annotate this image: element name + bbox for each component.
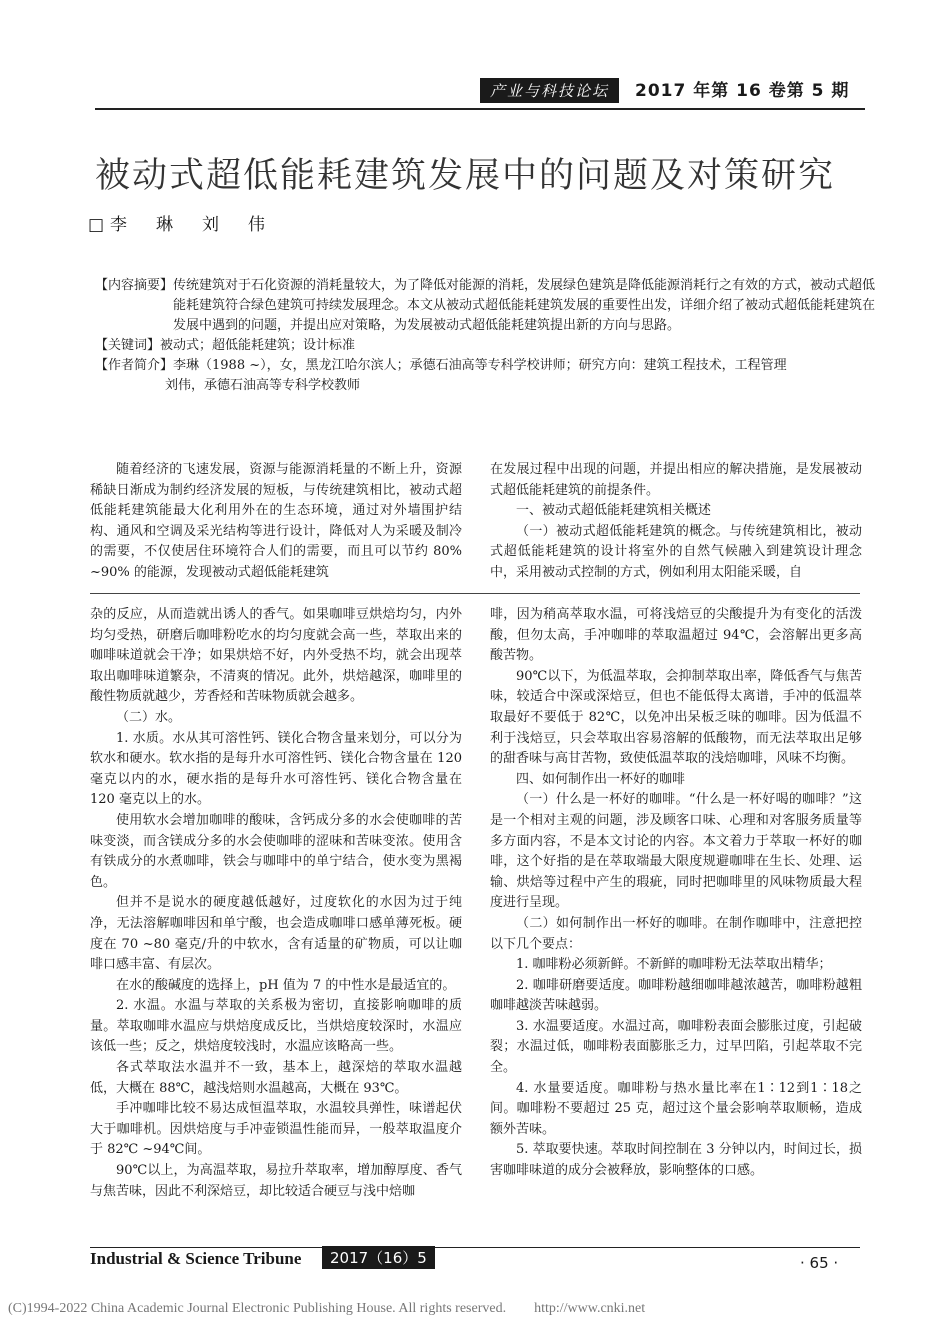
article-title: 被动式超低能耗建筑发展中的问题及对策研究	[95, 156, 836, 196]
issue-label: 2017 年第 16 卷第 5 期	[635, 81, 850, 101]
section-divider	[90, 593, 860, 594]
section-heading: 一、被动式超低能耗建筑相关概述	[516, 503, 712, 519]
abstract-block	[95, 276, 885, 396]
top-right-column	[490, 460, 862, 584]
paragraph: 随着经济的飞速发展，资源与能源消耗量的不断上升，资源稀缺日渐成为制约经济发展的短板，与传统建筑相比，被动式超低能耗建筑能最大化利用外在的生态环境，通过对外墙围护结构、通风和空调及采光结构等进行设计，降低对人为采暖及制冷的需要，不仅使居住环境符合人们的需要，而且可以节约 80% ~90% 的能源，发现被动式超低能耗建筑	[90, 462, 462, 580]
page-number: · 65 ·	[800, 1254, 839, 1272]
paragraph: 2. 水温。水温与萃取的关系极为密切，直接影响咖啡的质量。萃取咖啡水温应与烘焙度成反比，当烘焙度较深时，水温应该低一些；反之，烘焙度较浅时，水温应该略高一些。	[90, 998, 462, 1055]
summary-row	[95, 276, 885, 336]
paragraph: 90℃以下，为低温萃取，会抑制萃取出率，降低香气与焦苦味，较适合中深或深焙豆，但也不能低得太离谱，手冲的低温萃取最好不要低于 82℃，以免冲出呆板乏味的咖啡。因为低温不利于浅焙豆，只会萃取出容易溶解的低酸物，而无法萃取出足够的甜香味与高甘苦物，致使低温萃取的浅焙咖啡，风味不均衡。	[490, 668, 862, 767]
author-label: 【作者简介】	[95, 358, 174, 373]
header-rule	[95, 108, 865, 110]
author-text: 李琳（1988 ~），女，黑龙江哈尔滨人；承德石油高等专科学校讲师；研究方向：建筑工程技术，工程管理	[173, 358, 787, 373]
paragraph: 各式萃取法水温并不一致，基本上，越深焙的萃取水温越低，大概在 88℃，越浅焙则水温越高，大概在 93℃。	[90, 1060, 462, 1096]
author-row	[95, 356, 885, 376]
keywords-text: 被动式；超低能耗建筑；设计标准	[160, 338, 356, 353]
journal-english-name: Industrial & Science Tribune	[90, 1249, 302, 1268]
footer-rule	[90, 1247, 860, 1248]
summary-text: 传统建筑对于石化资源的消耗量较大，为了降低对能源的消耗，发展绿色建筑是降低能源消耗行之有效的方式，被动式超低能耗建筑符合绿色建筑可持续发展理念。本文从被动式超低能耗建筑发展的重要性出发，详细介绍了被动式超低能耗建筑在发展中遇到的问题，并提出应对策略，为发展被动式超低能耗建筑提出新的方向与思路。	[173, 278, 876, 333]
paragraph: 使用软水会增加咖啡的酸味，含钙成分多的水会使咖啡的苦味变淡，而含镁成分多的水会使咖啡的涩味和苦味变浓。使用含有铁成分的水煮咖啡，铁会与咖啡中的单宁结合，使水变为黑褐色。	[90, 812, 462, 890]
paragraph: （二）如何制作出一杯好的咖啡。在制作咖啡中，注意把控以下几个要点：	[490, 915, 862, 952]
summary-label: 【内容摘要】	[95, 278, 174, 293]
copyright-notice: (C)1994-2022 China Academic Journal Electronic Publishing House. All rights reserved. http://www.cnki.net	[8, 1301, 646, 1316]
bottom-left-column	[90, 605, 462, 1202]
paragraph: 手冲咖啡比较不易达成恒温萃取，水温较具弹性，味谱起伏大于咖啡机。因烘焙度与手冲壶锁温性能而异，一般萃取温度介于 82℃ ~94℃间。	[90, 1101, 462, 1158]
section-heading: 四、如何制作出一杯好的咖啡	[516, 771, 686, 787]
paragraph: （一）被动式超低能耗建筑的概念。与传统建筑相比，被动式超低能耗建筑的设计将室外的自然气候融入到建筑设计理念中，采用被动式控制的方式，例如利用太阳能采暖，自	[490, 523, 862, 580]
paragraph: 2. 咖啡研磨要适度。咖啡粉越细咖啡越浓越苦，咖啡粉越粗咖啡越淡苦味越弱。	[490, 977, 862, 1014]
paragraph: 在水的酸碱度的选择上，pH 值为 7 的中性水是最适宜的。	[116, 977, 456, 993]
paragraph: 1. 水质。水从其可溶性钙、镁化合物含量来划分，可以分为软水和硬水。软水指的是每升水可溶性钙、镁化合物含量在 120 毫克以内的水，硬水指的是每升水可溶性钙、镁化合物含量在 120 毫克以上的水。	[90, 730, 462, 808]
journal-badge: 产业与科技论坛	[480, 78, 619, 103]
paragraph: 4. 水量要适度。咖啡粉与热水量比率在1∶12到1∶18之间。咖啡粉不要超过 25 克，超过这个量会影响萃取顺畅，造成额外苦味。	[490, 1080, 862, 1137]
keywords-row	[95, 336, 885, 356]
bottom-right-column	[490, 605, 862, 1182]
article-authors: □李 琳 刘 伟	[88, 215, 272, 235]
paragraph: 啡，因为稍高萃取水温，可将浅焙豆的尖酸提升为有变化的活泼酸，但勿太高，手冲咖啡的萃取温超过 94℃，会溶解出更多高酸苦物。	[490, 607, 862, 664]
paragraph: 1. 咖啡粉必须新鲜。不新鲜的咖啡粉无法萃取出精华；	[516, 957, 832, 973]
keywords-label: 【关键词】	[95, 338, 161, 353]
paragraph: （一）什么是一杯好的咖啡。“什么是一杯好喝的咖啡？”这是一个相对主观的问题，涉及顾客口味、心理和对客服务质量等多方面内容，不是本文讨论的内容。本文着力于萃取一杯好的咖啡，这个好指的是在萃取端最大限度规避咖啡在生长、处理、运输、烘焙等过程中产生的瑕疵，同时把咖啡里的风味物质最大程度进行呈现。	[490, 792, 862, 911]
issue-badge: 2017（16）5	[322, 1246, 435, 1269]
paragraph: 但并不是说水的硬度越低越好，过度软化的水因为过于纯净，无法溶解咖啡因和单宁酸，也会造成咖啡口感单薄死板。硬度在 70 ~80 毫克/升的中软水，含有适量的矿物质，可以让咖啡口感丰富、有层次。	[90, 895, 462, 973]
paragraph: 在发展过程中出现的问题，并提出相应的解决措施，是发展被动式超低能耗建筑的前提条件。	[490, 462, 862, 498]
author-text-2: 刘伟，承德石油高等专科学校教师	[165, 378, 361, 393]
paragraph: 90℃以上，为高温萃取，易拉升萃取率，增加醇厚度、香气与焦苦味，因此不利深焙豆，却比较适合硬豆与浅中焙咖	[90, 1163, 462, 1199]
section-heading: （二）水。	[116, 709, 182, 725]
top-left-column	[90, 460, 462, 584]
paragraph: 3. 水温要适度。水温过高，咖啡粉表面会膨胀过度，引起破裂；水温过低，咖啡粉表面膨胀乏力，过早凹陷，引起萃取不完全。	[490, 1018, 862, 1076]
paragraph: 5. 萃取要快速。萃取时间控制在 3 分钟以内，时间过长，损害咖啡味道的成分会被释放，影响整体的口感。	[490, 1142, 862, 1179]
paragraph: 杂的反应，从而造就出诱人的香气。如果咖啡豆烘焙均匀，内外均匀受热，研磨后咖啡粉吃水的均匀度就会高一些，萃取出来的咖啡味道就会干净；如果烘焙不好，内外受热不均，就会出现萃取出咖啡味道繁杂，不清爽的情况。此外，烘焙越深，咖啡里的酸性物质就越少，芳香烃和苦味物质就会越多。	[90, 607, 462, 705]
